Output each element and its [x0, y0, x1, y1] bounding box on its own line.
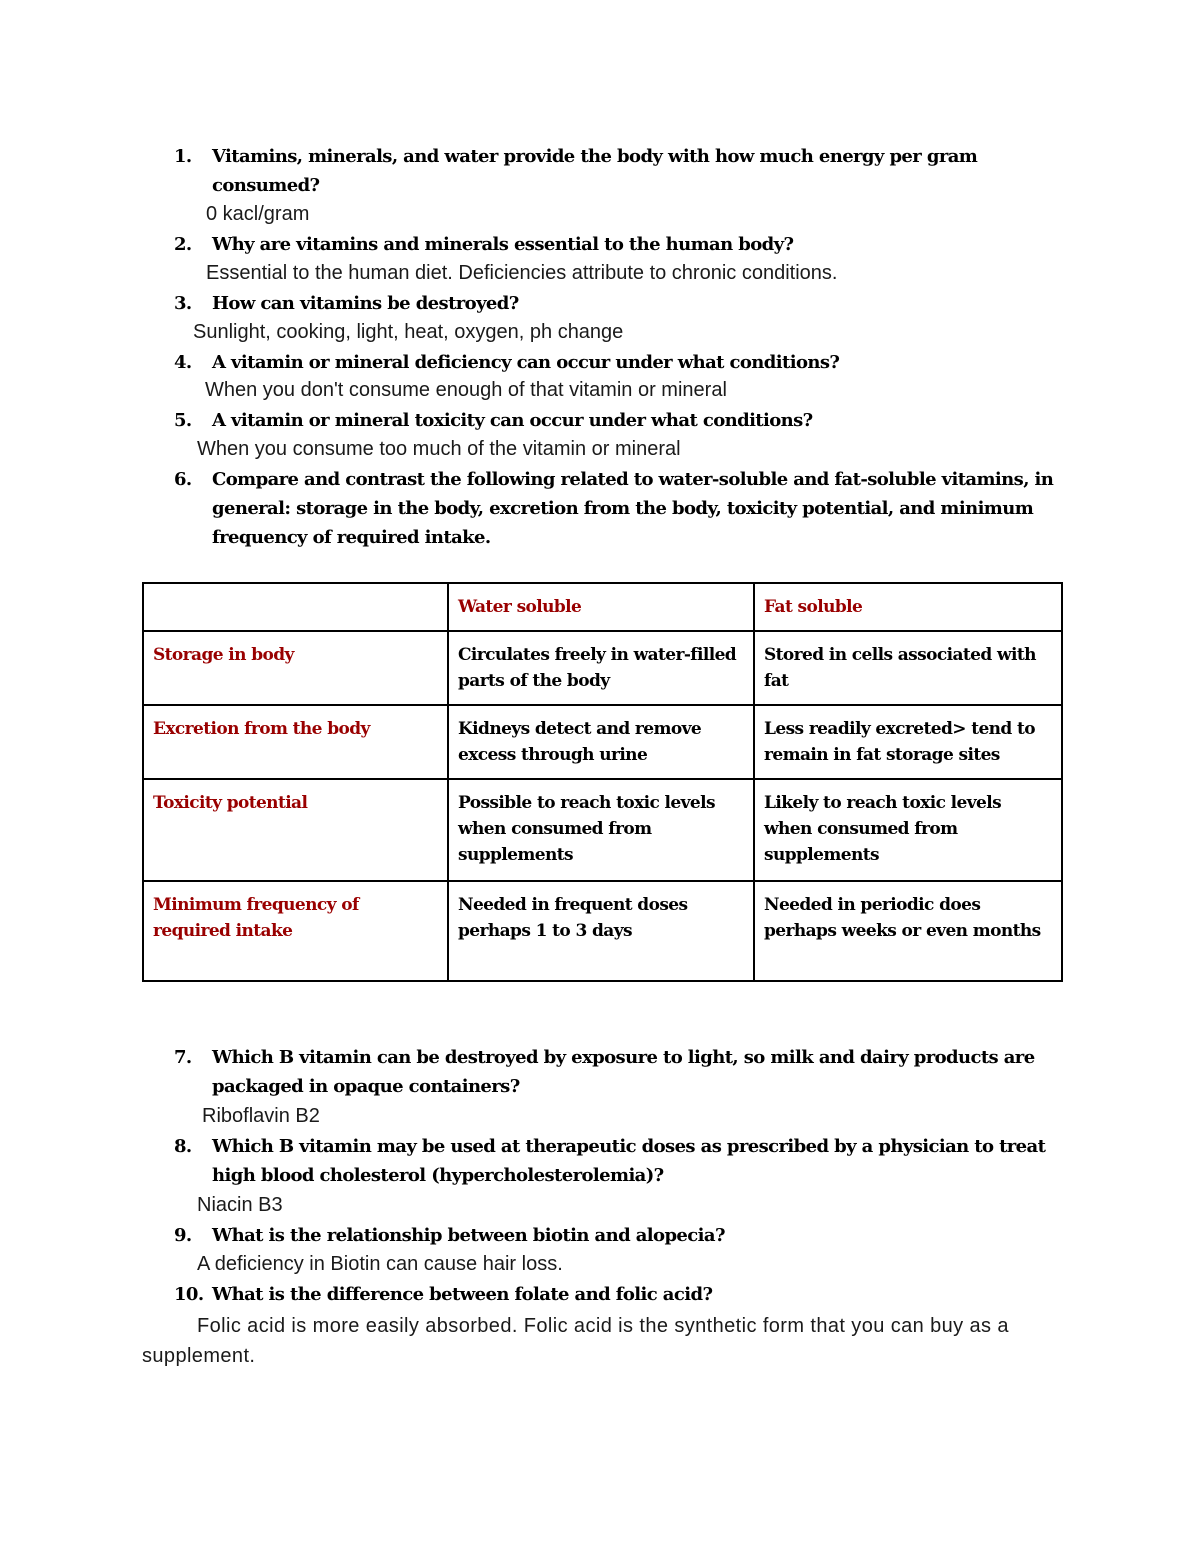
answer-4: When you don't consume enough of that vitamin or mineral	[205, 379, 727, 401]
question-2	[174, 230, 1074, 259]
answer-10: Folic acid is more easily absorbed. Folic acid is the synthetic form that you can buy as a supplement.	[142, 1315, 1009, 1367]
question-text: Vitamins, minerals, and water provide the body with how much energy per gram consumed?	[212, 146, 978, 196]
question-text: Compare and contrast the following related to water-soluble and fat-soluble vitamins, in general: storage in the body, excretion from the body, toxicity potential, and minimum frequency of required intake.	[212, 469, 1054, 548]
question-10	[174, 1280, 1074, 1309]
table-row	[143, 631, 1062, 705]
table-header-water-soluble: Water soluble	[448, 583, 754, 631]
answer-3: Sunlight, cooking, light, heat, oxygen, ph change	[193, 321, 624, 343]
question-number: 9.	[174, 1225, 192, 1246]
fat-soluble-cell: Needed in periodic does perhaps weeks or even months	[754, 881, 1062, 981]
fat-soluble-cell: Stored in cells associated with fat	[754, 631, 1062, 705]
table-header-row	[143, 583, 1062, 631]
question-6	[174, 465, 1074, 552]
answer-1: 0 kacl/gram	[206, 203, 310, 225]
answer-7: Riboflavin B2	[202, 1105, 320, 1127]
question-7	[174, 1043, 1074, 1101]
water-soluble-cell: Kidneys detect and remove excess through urine	[448, 705, 754, 779]
row-label: Storage in body	[143, 631, 448, 705]
row-label: Minimum frequency of required intake	[143, 881, 448, 981]
question-number: 1.	[174, 146, 192, 167]
fat-soluble-cell: Likely to reach toxic levels when consumed from supplements	[754, 779, 1062, 881]
question-5	[174, 406, 1074, 435]
question-number: 4.	[174, 352, 192, 373]
question-3	[174, 289, 1074, 318]
comparison-table	[142, 582, 1063, 982]
question-text: How can vitamins be destroyed?	[212, 293, 519, 314]
fat-soluble-cell: Less readily excreted> tend to remain in fat storage sites	[754, 705, 1062, 779]
row-label: Excretion from the body	[143, 705, 448, 779]
question-number: 10.	[174, 1284, 204, 1305]
question-number: 8.	[174, 1136, 192, 1157]
question-text: Why are vitamins and minerals essential to the human body?	[212, 234, 794, 255]
water-soluble-cell: Needed in frequent doses perhaps 1 to 3 days	[448, 881, 754, 981]
table-header-cell-empty	[143, 583, 448, 631]
question-text: What is the difference between folate and folic acid?	[212, 1284, 713, 1305]
question-text: Which B vitamin can be destroyed by exposure to light, so milk and dairy products are packaged in opaque containers?	[212, 1047, 1035, 1097]
question-text: What is the relationship between biotin and alopecia?	[212, 1225, 725, 1246]
question-4	[174, 348, 1074, 377]
question-text: A vitamin or mineral toxicity can occur under what conditions?	[212, 410, 813, 431]
question-number: 3.	[174, 293, 192, 314]
table-header-fat-soluble: Fat soluble	[754, 583, 1062, 631]
water-soluble-cell: Possible to reach toxic levels when consumed from supplements	[448, 779, 754, 881]
question-number: 7.	[174, 1047, 192, 1068]
question-number: 5.	[174, 410, 192, 431]
water-soluble-cell: Circulates freely in water-filled parts of the body	[448, 631, 754, 705]
question-1	[174, 142, 1074, 200]
table-row	[143, 881, 1062, 981]
table-row	[143, 779, 1062, 881]
answer-8: Niacin B3	[197, 1194, 283, 1216]
question-number: 6.	[174, 469, 192, 490]
question-9	[174, 1221, 1074, 1250]
answer-5: When you consume too much of the vitamin or mineral	[197, 438, 681, 460]
answer-9: A deficiency in Biotin can cause hair loss.	[197, 1253, 563, 1275]
question-8	[174, 1132, 1074, 1190]
answer-2: Essential to the human diet. Deficiencies attribute to chronic conditions.	[206, 262, 838, 284]
table-row	[143, 705, 1062, 779]
question-number: 2.	[174, 234, 192, 255]
row-label: Toxicity potential	[143, 779, 448, 881]
question-text: A vitamin or mineral deficiency can occur under what conditions?	[212, 352, 840, 373]
question-text: Which B vitamin may be used at therapeutic doses as prescribed by a physician to treat high blood cholesterol (hypercholesterolemia)?	[212, 1136, 1046, 1186]
